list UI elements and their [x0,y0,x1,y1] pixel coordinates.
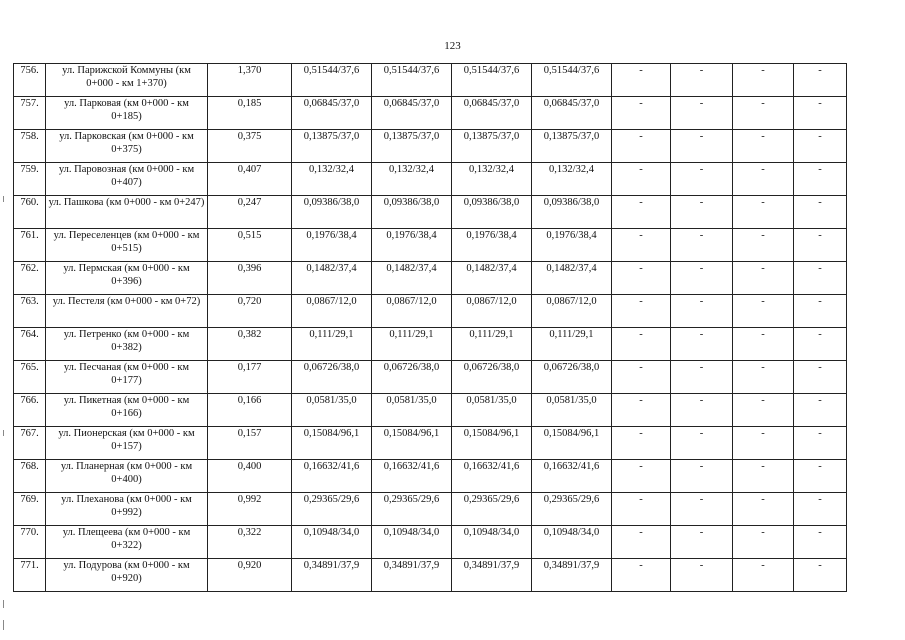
value-cell: 0,34891/37,9 [452,559,532,592]
table-row [14,97,847,130]
row-number: 759. [14,163,46,196]
row-number: 768. [14,460,46,493]
street-name: ул. Парковая (км 0+000 - км 0+185) [46,97,208,130]
dash-cell: - [794,493,847,526]
length-km: 0,400 [208,460,292,493]
value-cell: 0,16632/41,6 [452,460,532,493]
value-cell: 0,1482/37,4 [452,262,532,295]
value-cell: 0,111/29,1 [292,328,372,361]
row-number: 766. [14,394,46,427]
dash-cell: - [612,559,671,592]
value-cell: 0,16632/41,6 [292,460,372,493]
row-number: 758. [14,130,46,163]
value-cell: 0,16632/41,6 [372,460,452,493]
dash-cell: - [794,394,847,427]
street-name: ул. Паровозная (км 0+000 - км 0+407) [46,163,208,196]
value-cell: 0,0867/12,0 [532,295,612,328]
value-cell: 0,132/32,4 [372,163,452,196]
table-row [14,328,847,361]
dash-cell: - [671,394,733,427]
table-row [14,130,847,163]
dash-cell: - [733,262,794,295]
dash-cell: - [612,196,671,229]
value-cell: 0,16632/41,6 [532,460,612,493]
dash-cell: - [794,559,847,592]
value-cell: 0,06845/37,0 [292,97,372,130]
dash-cell: - [612,460,671,493]
row-number: 764. [14,328,46,361]
dash-cell: - [671,559,733,592]
value-cell: 0,1482/37,4 [372,262,452,295]
length-km: 0,157 [208,427,292,460]
length-km: 0,177 [208,361,292,394]
length-km: 0,920 [208,559,292,592]
value-cell: 0,13875/37,0 [372,130,452,163]
value-cell: 0,15084/96,1 [532,427,612,460]
value-cell: 0,51544/37,6 [292,64,372,97]
value-cell: 0,111/29,1 [452,328,532,361]
row-number: 763. [14,295,46,328]
dash-cell: - [733,361,794,394]
row-number: 760. [14,196,46,229]
value-cell: 0,51544/37,6 [452,64,532,97]
table-row [14,361,847,394]
length-km: 0,407 [208,163,292,196]
value-cell: 0,0581/35,0 [372,394,452,427]
length-km: 0,515 [208,229,292,262]
dash-cell: - [733,64,794,97]
dash-cell: - [733,526,794,559]
value-cell: 0,13875/37,0 [452,130,532,163]
dash-cell: - [671,196,733,229]
dash-cell: - [671,328,733,361]
table-row [14,262,847,295]
dash-cell: - [612,394,671,427]
length-km: 0,185 [208,97,292,130]
dash-cell: - [612,130,671,163]
scan-edge-mark [3,620,4,630]
value-cell: 0,51544/37,6 [372,64,452,97]
value-cell: 0,132/32,4 [532,163,612,196]
street-name: ул. Парижской Коммуны (км 0+000 - км 1+370) [46,64,208,97]
value-cell: 0,0581/35,0 [452,394,532,427]
dash-cell: - [612,295,671,328]
table-body [14,64,847,592]
length-km: 0,166 [208,394,292,427]
row-number: 765. [14,361,46,394]
value-cell: 0,06845/37,0 [452,97,532,130]
row-number: 762. [14,262,46,295]
value-cell: 0,1976/38,4 [372,229,452,262]
value-cell: 0,132/32,4 [452,163,532,196]
dash-cell: - [733,493,794,526]
length-km: 0,720 [208,295,292,328]
dash-cell: - [733,229,794,262]
row-number: 771. [14,559,46,592]
value-cell: 0,29365/29,6 [372,493,452,526]
row-number: 770. [14,526,46,559]
length-km: 0,396 [208,262,292,295]
scan-edge-mark [3,430,4,436]
dash-cell: - [733,328,794,361]
dash-cell: - [671,229,733,262]
dash-cell: - [794,295,847,328]
value-cell: 0,09386/38,0 [292,196,372,229]
value-cell: 0,132/32,4 [292,163,372,196]
value-cell: 0,0867/12,0 [292,295,372,328]
scan-edge-mark [3,600,4,608]
length-km: 1,370 [208,64,292,97]
dash-cell: - [794,196,847,229]
dash-cell: - [733,196,794,229]
value-cell: 0,10948/34,0 [292,526,372,559]
value-cell: 0,06845/37,0 [372,97,452,130]
value-cell: 0,15084/96,1 [372,427,452,460]
value-cell: 0,1976/38,4 [292,229,372,262]
dash-cell: - [733,427,794,460]
value-cell: 0,0581/35,0 [532,394,612,427]
dash-cell: - [794,163,847,196]
dash-cell: - [733,163,794,196]
row-number: 761. [14,229,46,262]
street-name: ул. Песчаная (км 0+000 - км 0+177) [46,361,208,394]
page-number: 123 [444,40,461,52]
street-name: ул. Плеханова (км 0+000 - км 0+992) [46,493,208,526]
street-name: ул. Плещеева (км 0+000 - км 0+322) [46,526,208,559]
dash-cell: - [733,460,794,493]
table-row [14,163,847,196]
dash-cell: - [612,262,671,295]
value-cell: 0,06726/38,0 [532,361,612,394]
dash-cell: - [612,229,671,262]
table-row [14,460,847,493]
value-cell: 0,0581/35,0 [292,394,372,427]
length-km: 0,992 [208,493,292,526]
dash-cell: - [612,427,671,460]
table-row [14,295,847,328]
dash-cell: - [612,526,671,559]
dash-cell: - [794,361,847,394]
row-number: 767. [14,427,46,460]
street-name: ул. Пашкова (км 0+000 - км 0+247) [46,196,208,229]
dash-cell: - [671,130,733,163]
dash-cell: - [794,328,847,361]
row-number: 756. [14,64,46,97]
dash-cell: - [671,526,733,559]
dash-cell: - [794,427,847,460]
table-row [14,427,847,460]
dash-cell: - [671,361,733,394]
value-cell: 0,13875/37,0 [532,130,612,163]
dash-cell: - [671,427,733,460]
value-cell: 0,29365/29,6 [292,493,372,526]
dash-cell: - [612,493,671,526]
value-cell: 0,15084/96,1 [292,427,372,460]
dash-cell: - [794,97,847,130]
dash-cell: - [671,262,733,295]
dash-cell: - [612,97,671,130]
value-cell: 0,10948/34,0 [452,526,532,559]
dash-cell: - [794,229,847,262]
length-km: 0,247 [208,196,292,229]
street-name: ул. Переселенцев (км 0+000 - км 0+515) [46,229,208,262]
dash-cell: - [612,328,671,361]
value-cell: 0,29365/29,6 [452,493,532,526]
dash-cell: - [671,493,733,526]
table-row [14,196,847,229]
value-cell: 0,13875/37,0 [292,130,372,163]
value-cell: 0,34891/37,9 [292,559,372,592]
value-cell: 0,0867/12,0 [452,295,532,328]
street-name: ул. Пермская (км 0+000 - км 0+396) [46,262,208,295]
dash-cell: - [733,295,794,328]
dash-cell: - [612,163,671,196]
dash-cell: - [612,64,671,97]
dash-cell: - [794,526,847,559]
table-row [14,64,847,97]
value-cell: 0,1482/37,4 [292,262,372,295]
dash-cell: - [794,64,847,97]
dash-cell: - [612,361,671,394]
length-km: 0,382 [208,328,292,361]
street-name: ул. Парковская (км 0+000 - км 0+375) [46,130,208,163]
value-cell: 0,09386/38,0 [452,196,532,229]
value-cell: 0,06845/37,0 [532,97,612,130]
dash-cell: - [794,460,847,493]
street-name: ул. Пионерская (км 0+000 - км 0+157) [46,427,208,460]
scan-edge-mark [3,196,4,202]
value-cell: 0,06726/38,0 [292,361,372,394]
dash-cell: - [733,97,794,130]
value-cell: 0,51544/37,6 [532,64,612,97]
value-cell: 0,29365/29,6 [532,493,612,526]
row-number: 757. [14,97,46,130]
dash-cell: - [671,460,733,493]
dash-cell: - [733,130,794,163]
street-name: ул. Планерная (км 0+000 - км 0+400) [46,460,208,493]
street-name: ул. Петренко (км 0+000 - км 0+382) [46,328,208,361]
value-cell: 0,10948/34,0 [532,526,612,559]
table-row [14,493,847,526]
roads-table [13,63,847,592]
table-row [14,394,847,427]
street-name: ул. Пестеля (км 0+000 - км 0+72) [46,295,208,328]
street-name: ул. Подурова (км 0+000 - км 0+920) [46,559,208,592]
dash-cell: - [671,295,733,328]
table-row [14,229,847,262]
table-row [14,526,847,559]
value-cell: 0,09386/38,0 [532,196,612,229]
value-cell: 0,34891/37,9 [372,559,452,592]
value-cell: 0,06726/38,0 [372,361,452,394]
length-km: 0,322 [208,526,292,559]
table-row [14,559,847,592]
street-name: ул. Пикетная (км 0+000 - км 0+166) [46,394,208,427]
value-cell: 0,10948/34,0 [372,526,452,559]
row-number: 769. [14,493,46,526]
dash-cell: - [794,262,847,295]
value-cell: 0,1482/37,4 [532,262,612,295]
value-cell: 0,111/29,1 [532,328,612,361]
value-cell: 0,34891/37,9 [532,559,612,592]
value-cell: 0,15084/96,1 [452,427,532,460]
value-cell: 0,0867/12,0 [372,295,452,328]
dash-cell: - [671,64,733,97]
value-cell: 0,111/29,1 [372,328,452,361]
dash-cell: - [671,163,733,196]
value-cell: 0,09386/38,0 [372,196,452,229]
value-cell: 0,06726/38,0 [452,361,532,394]
dash-cell: - [794,130,847,163]
dash-cell: - [733,559,794,592]
length-km: 0,375 [208,130,292,163]
dash-cell: - [733,394,794,427]
dash-cell: - [671,97,733,130]
value-cell: 0,1976/38,4 [452,229,532,262]
value-cell: 0,1976/38,4 [532,229,612,262]
